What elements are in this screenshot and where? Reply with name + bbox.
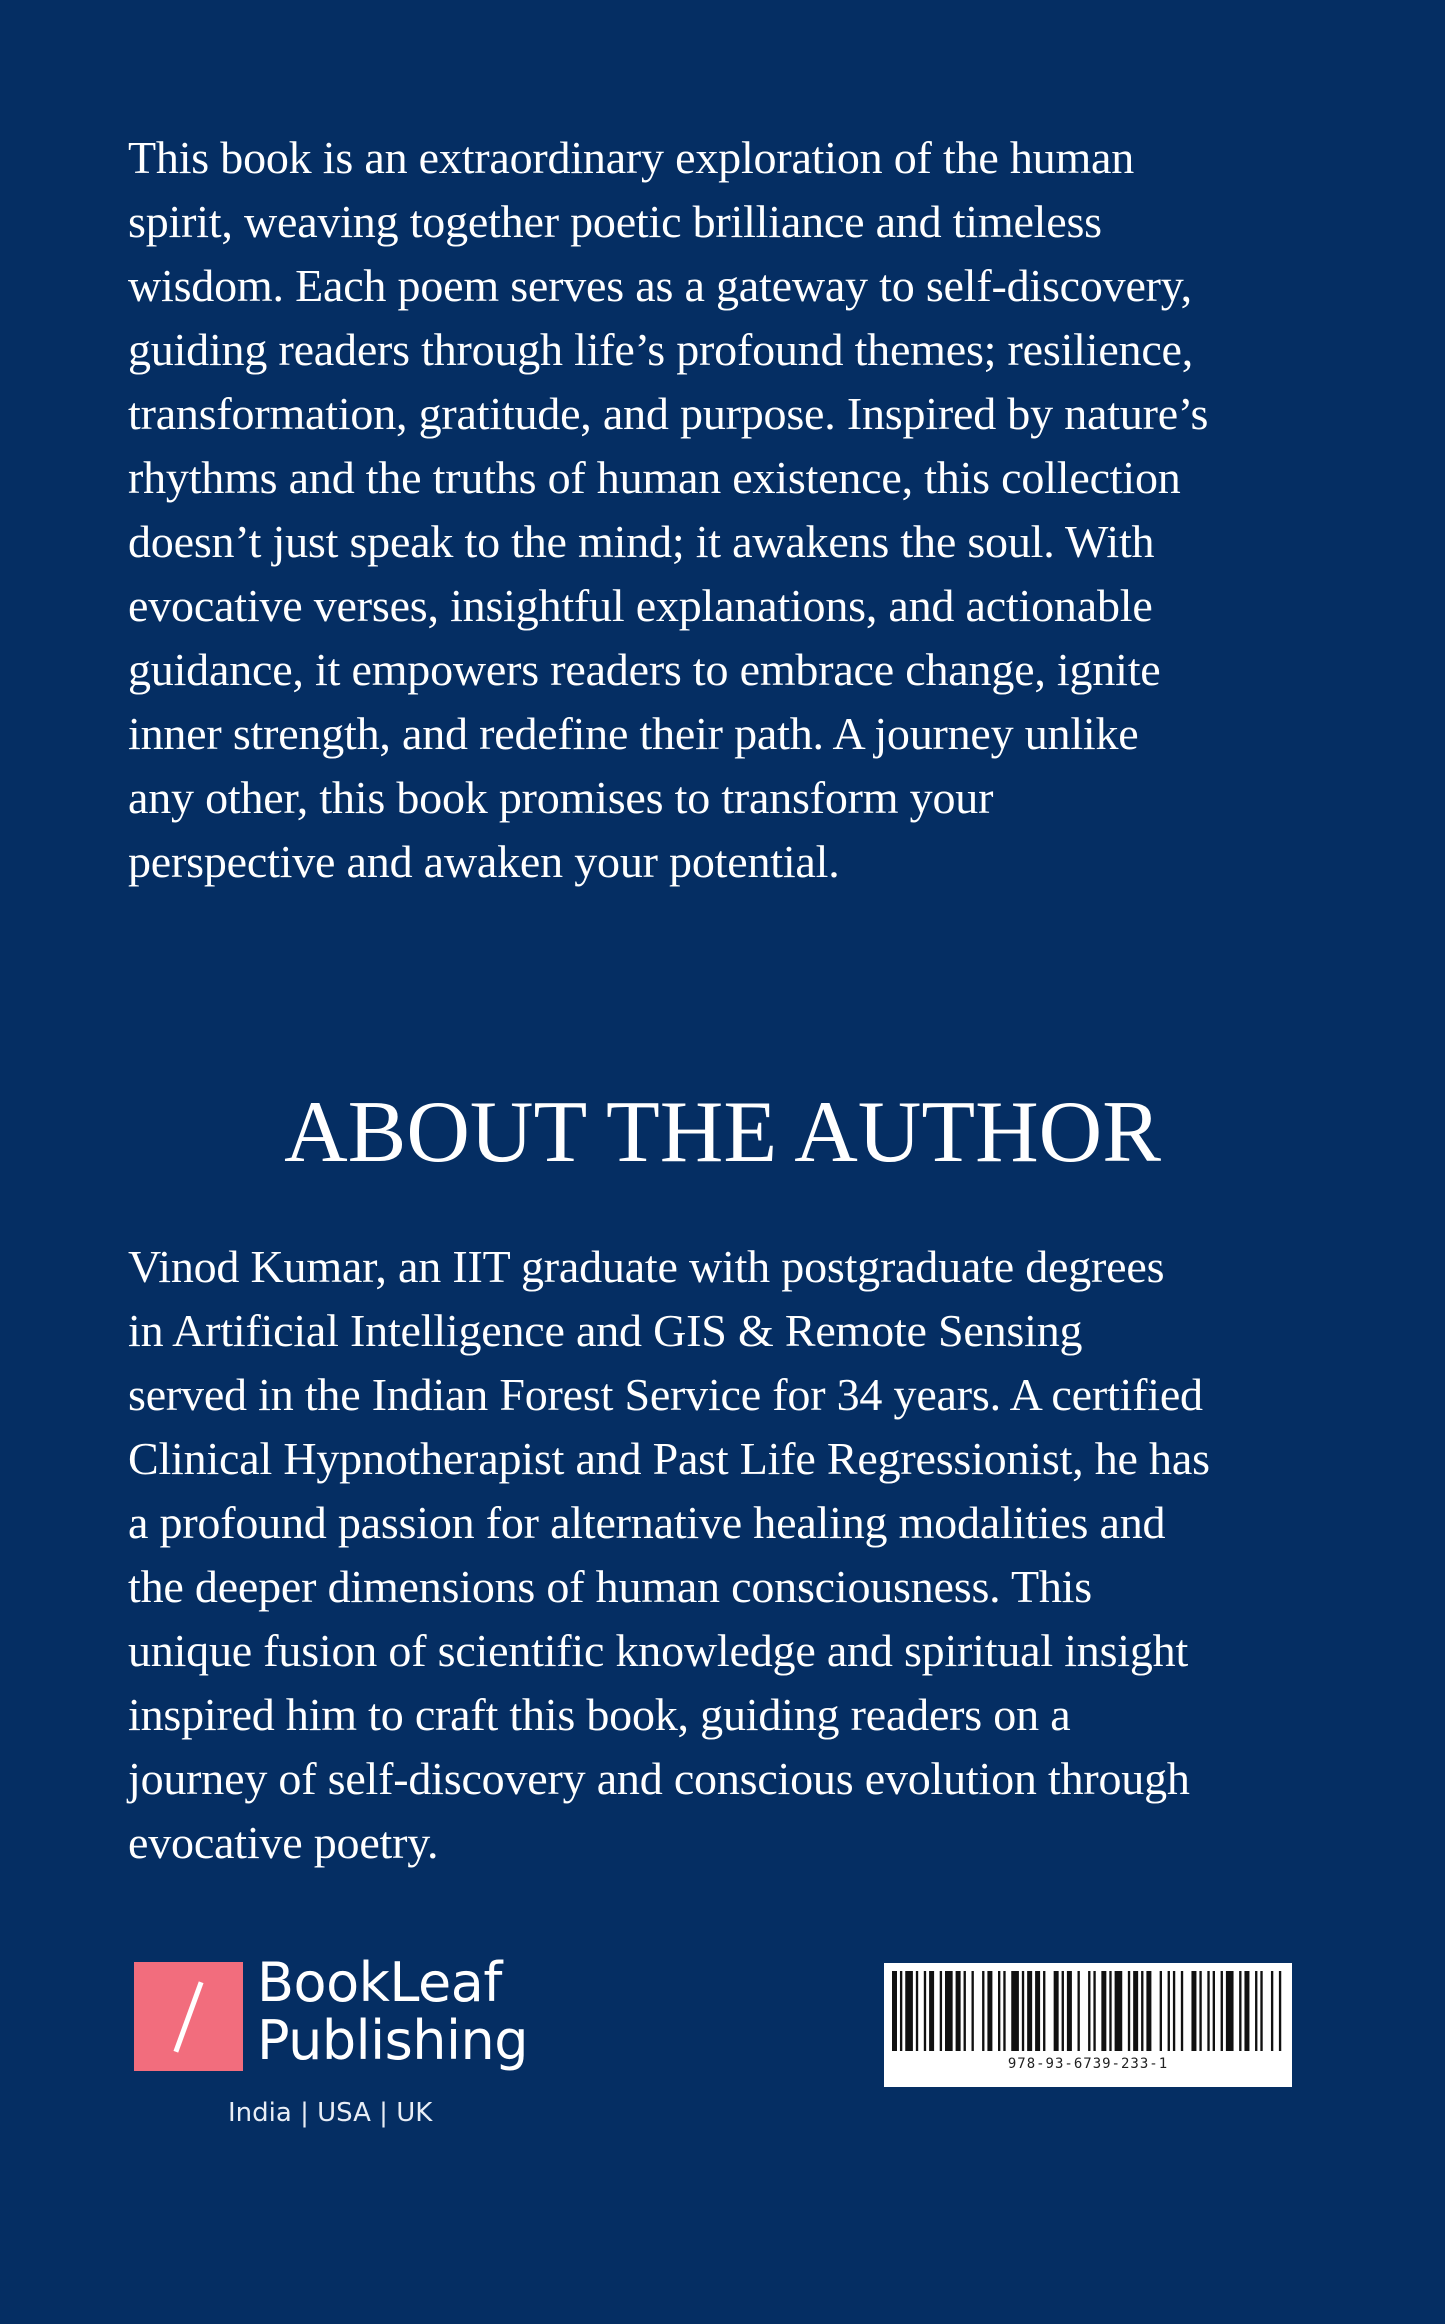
barcode-bar xyxy=(1146,1971,1151,2051)
bio-line: Vinod Kumar, an IIT graduate with postgraduate degrees xyxy=(128,1241,1165,1292)
barcode-bar xyxy=(1271,1971,1273,2051)
description-line: This book is an extraordinary exploration of the human xyxy=(128,132,1135,183)
barcode-bar xyxy=(924,1971,926,2051)
barcode-bar xyxy=(1226,1971,1234,2051)
barcode-bar xyxy=(1088,1971,1090,2051)
barcode-bar xyxy=(1207,1971,1209,2051)
barcode-bar xyxy=(1109,1971,1111,2051)
barcode-bar xyxy=(1133,1971,1138,2051)
barcode-bar xyxy=(1213,1971,1215,2051)
barcode-bar xyxy=(916,1971,918,2051)
slash-logo-icon xyxy=(134,1962,243,2071)
barcode-bar xyxy=(940,1971,942,2051)
publisher-logo xyxy=(134,1951,554,2142)
description-line: inner strength, and redefine their path. A journey unlike xyxy=(128,708,1139,759)
barcode-bar xyxy=(900,1971,902,2051)
description-line: doesn’t just speak to the mind; it awakens the soul. With xyxy=(128,516,1155,567)
bio-line: journey of self-discovery and conscious evolution through xyxy=(128,1753,1190,1804)
publisher-name-line2: Publishing xyxy=(257,2009,528,2072)
barcode-bar xyxy=(1078,1971,1080,2051)
isbn-barcode xyxy=(884,1963,1292,2087)
barcode-bar xyxy=(956,1971,961,2051)
barcode-bar xyxy=(892,1971,897,2051)
publisher-name xyxy=(257,1951,528,2072)
barcode-bar xyxy=(1199,1971,1201,2051)
barcode-bar xyxy=(1244,1971,1249,2051)
barcode-bar xyxy=(982,1971,984,2051)
bio-line: evocative poetry. xyxy=(128,1817,439,1868)
description-line: spirit, weaving together poetic brilliance and timeless xyxy=(128,196,1102,247)
barcode-bar xyxy=(945,1971,953,2051)
bio-line: inspired him to craft this book, guiding readers on a xyxy=(128,1689,1071,1740)
publisher-regions: India | USA | UK xyxy=(228,2098,433,2128)
barcode-bar xyxy=(929,1971,934,2051)
barcode-bar xyxy=(1054,1971,1059,2051)
barcode-bar xyxy=(1115,1971,1123,2051)
barcode-bar xyxy=(1239,1971,1241,2051)
barcode-bar xyxy=(987,1971,992,2051)
barcode-bar xyxy=(964,1971,966,2051)
description-line: wisdom. Each poem serves as a gateway to self-discovery, xyxy=(128,260,1192,311)
barcode-bar xyxy=(1093,1971,1095,2051)
barcode-bar xyxy=(1101,1971,1106,2051)
bio-line: the deeper dimensions of human consciousness. This xyxy=(128,1561,1092,1612)
barcode-bar xyxy=(1128,1971,1130,2051)
description-line: rhythms and the truths of human existence, this collection xyxy=(128,452,1181,503)
description-line: guidance, it empowers readers to embrace change, ignite xyxy=(128,644,1161,695)
publisher-name-line1: BookLeaf xyxy=(257,1951,502,2014)
barcode-bar xyxy=(1168,1971,1170,2051)
book-description xyxy=(128,126,1328,894)
description-line: any other, this book promises to transform your xyxy=(128,772,994,823)
barcode-bar xyxy=(1181,1971,1183,2051)
description-line: transformation, gratitude, and purpose. Inspired by nature’s xyxy=(128,388,1209,439)
barcode-bar xyxy=(1141,1971,1143,2051)
barcode-bar xyxy=(1011,1971,1019,2051)
barcode-bar xyxy=(1022,1971,1024,2051)
bio-line: unique fusion of scientific knowledge and spiritual insight xyxy=(128,1625,1189,1676)
barcode-bar xyxy=(905,1971,913,2051)
barcode-bar xyxy=(1027,1971,1032,2051)
description-line: perspective and awaken your potential. xyxy=(128,836,840,887)
barcode-bar xyxy=(998,1971,1000,2051)
barcode-bar xyxy=(1191,1971,1196,2051)
barcode-bar xyxy=(1279,1971,1281,2051)
description-line: guiding readers through life’s profound themes; resilience, xyxy=(128,324,1194,375)
barcode-bar xyxy=(1221,1971,1223,2051)
barcode-bar xyxy=(1035,1971,1040,2051)
barcode-bar xyxy=(1062,1971,1064,2051)
barcode-bar xyxy=(1255,1971,1257,2051)
barcode-bar xyxy=(1160,1971,1162,2051)
slash-mark xyxy=(173,1981,203,2052)
barcode-bar xyxy=(1043,1971,1045,2051)
description-line: evocative verses, insightful explanations, and actionable xyxy=(128,580,1153,631)
barcode-bar xyxy=(1260,1971,1262,2051)
barcode-bar xyxy=(1067,1971,1072,2051)
isbn-number: 978-93-6739-233-1 xyxy=(1007,2056,1169,2072)
bio-line: a profound passion for alternative healing modalities and xyxy=(128,1497,1166,1548)
bio-line: served in the Indian Forest Service for 34 years. A certified xyxy=(128,1369,1203,1420)
barcode-bar xyxy=(972,1971,974,2051)
bio-line: in Artificial Intelligence and GIS & Remote Sensing xyxy=(128,1305,1083,1356)
barcode-bar xyxy=(1173,1971,1175,2051)
barcode-bar xyxy=(1003,1971,1005,2051)
author-bio xyxy=(128,1235,1378,1875)
bio-line: Clinical Hypnotherapist and Past Life Regressionist, he has xyxy=(128,1433,1210,1484)
about-author-heading: ABOUT THE AUTHOR xyxy=(284,1084,1161,1181)
